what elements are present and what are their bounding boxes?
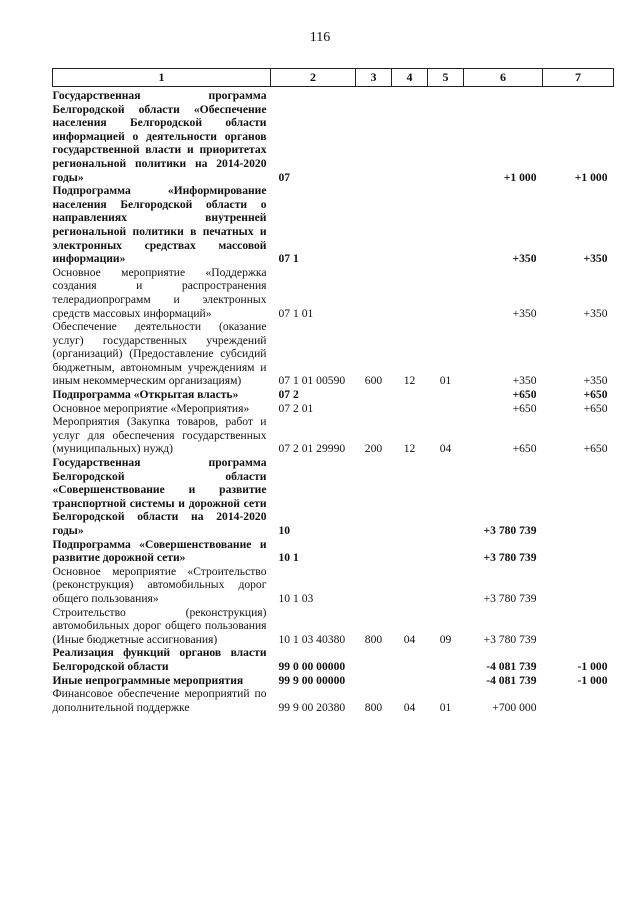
row-col-3: 800 — [364, 700, 383, 714]
table-row — [53, 565, 614, 606]
table-row — [53, 674, 614, 688]
row-col-4 — [392, 388, 428, 402]
row-col-5: 09 — [439, 632, 452, 646]
row-col-3: 200 — [364, 442, 383, 456]
row-col-3 — [356, 565, 392, 606]
row-col-4 — [392, 565, 428, 606]
table-row — [53, 687, 614, 714]
header-col-5: 5 — [428, 69, 464, 87]
header-col-6: 6 — [464, 69, 543, 87]
budget-table — [52, 68, 614, 714]
row-col-3: 600 — [364, 374, 383, 388]
row-amount-6: +3 780 739 — [483, 591, 537, 605]
table-row — [53, 606, 614, 647]
table-row — [53, 456, 614, 538]
row-col-4 — [392, 646, 428, 673]
row-amount-7: +650 — [583, 401, 608, 415]
table-row — [53, 415, 614, 456]
row-col-3 — [356, 184, 392, 266]
row-amount-6: -4 081 739 — [486, 673, 537, 687]
row-col-3: 800 — [364, 632, 383, 646]
row-amount-7 — [543, 565, 614, 606]
header-col-3: 3 — [356, 69, 392, 87]
row-col-5: 01 — [439, 700, 452, 714]
row-col-4 — [392, 456, 428, 538]
row-amount-7 — [543, 687, 614, 714]
row-col-4 — [392, 402, 428, 416]
table-row — [53, 402, 614, 416]
table-row — [53, 646, 614, 673]
table-header — [53, 69, 614, 87]
row-code: 07 1 01 — [278, 306, 314, 320]
row-code: 07 — [278, 170, 291, 184]
row-col-3 — [356, 456, 392, 538]
header-col-1: 1 — [53, 69, 271, 87]
row-amount-6: +350 — [512, 306, 537, 320]
row-amount-6: +3 780 739 — [483, 524, 537, 537]
row-code: 07 1 — [278, 252, 299, 266]
table-row — [53, 89, 614, 184]
row-amount-6: +650 — [512, 401, 537, 415]
row-amount-6: +700 000 — [492, 700, 537, 714]
row-col-4 — [392, 184, 428, 266]
row-amount-6: +650 — [512, 388, 537, 402]
row-code: 10 1 — [278, 551, 299, 565]
row-col-5 — [428, 456, 464, 538]
row-col-3 — [356, 89, 392, 184]
row-amount-7: +650 — [583, 388, 608, 402]
row-col-4: 04 — [403, 632, 416, 646]
row-col-4: 04 — [403, 700, 416, 714]
row-code: 10 — [278, 524, 291, 537]
header-col-4: 4 — [392, 69, 428, 87]
row-col-3 — [356, 388, 392, 402]
table-row — [53, 388, 614, 402]
row-code: 07 2 01 — [278, 401, 314, 415]
row-code: 07 2 01 29990 — [278, 442, 346, 456]
row-col-5 — [428, 646, 464, 673]
row-code: 99 0 00 00000 — [278, 659, 346, 673]
row-col-3 — [356, 538, 392, 565]
row-name: Подпрограмма «Совершенствование и развитие дорожной сети» — [52, 537, 267, 565]
row-amount-7: +1 000 — [574, 170, 608, 184]
row-col-5 — [428, 184, 464, 266]
row-name: Строительство (реконструкция) автомобильных дорог общего пользования (Иные бюджетные ассигнования) — [52, 605, 267, 646]
row-name: Финансовое обеспечение мероприятий по дополнительной поддержке — [52, 687, 267, 714]
row-amount-6: +350 — [512, 252, 537, 266]
row-col-5: 04 — [439, 442, 452, 456]
row-name: Реализация функций органов власти Белгородской области — [52, 646, 267, 673]
table-row — [53, 538, 614, 565]
row-amount-7: +350 — [583, 252, 608, 266]
row-name: Основное мероприятие «Мероприятия» — [52, 401, 250, 415]
row-name: Подпрограмма «Открытая власть» — [52, 388, 239, 402]
row-amount-7: -1 000 — [577, 673, 608, 687]
row-amount-7 — [543, 606, 614, 647]
row-col-3 — [356, 266, 392, 320]
row-col-3 — [356, 646, 392, 673]
row-name: Иные непрограммные мероприятия — [52, 673, 244, 687]
row-amount-7: +350 — [583, 374, 608, 388]
row-col-5 — [428, 388, 464, 402]
header-col-7: 7 — [543, 69, 614, 87]
row-col-5 — [428, 674, 464, 688]
row-amount-6: +1 000 — [503, 170, 537, 184]
row-name: Обеспечение деятельности (оказание услуг) государственных учреждений (организаций) (Предоставление субсидий бюджетным, автономным учреждениям и иным некоммерческим организациям) — [52, 320, 267, 388]
row-col-5 — [428, 565, 464, 606]
row-amount-6: +3 780 739 — [483, 632, 537, 646]
row-col-4 — [392, 89, 428, 184]
table-body — [53, 87, 614, 715]
row-code: 99 9 00 20380 — [278, 700, 346, 714]
row-name: Основное мероприятие «Строительство (реконструкция) автомобильных дорог общего пользования» — [52, 564, 267, 605]
row-amount-7 — [543, 538, 614, 565]
row-amount-7: +650 — [583, 442, 608, 456]
row-col-5: 01 — [439, 374, 452, 388]
row-name: Основное мероприятие «Поддержка создания и распространения телерадиопрограмм и электронных средств массовых информаций» — [52, 265, 267, 320]
row-amount-7: -1 000 — [577, 659, 608, 673]
row-amount-7: +350 — [583, 306, 608, 320]
row-amount-6: +3 780 739 — [483, 551, 537, 565]
row-col-4: 12 — [403, 442, 416, 456]
row-col-4 — [392, 266, 428, 320]
row-col-4 — [392, 538, 428, 565]
row-col-4: 12 — [403, 374, 416, 388]
row-code: 99 9 00 00000 — [278, 673, 346, 687]
row-amount-6: +350 — [512, 374, 537, 388]
row-col-5 — [428, 538, 464, 565]
row-code: 10 1 03 — [278, 591, 314, 605]
row-amount-6: -4 081 739 — [486, 659, 537, 673]
table-row — [53, 266, 614, 320]
row-amount-7 — [543, 456, 614, 538]
row-amount-6: +650 — [512, 442, 537, 456]
row-col-4 — [392, 674, 428, 688]
row-col-5 — [428, 266, 464, 320]
row-col-3 — [356, 674, 392, 688]
row-col-5 — [428, 89, 464, 184]
row-name: Подпрограмма «Информирование населения Белгородской области о направлениях внутренней региональной политики в печатных и электронных средствах массовой информации» — [52, 184, 267, 266]
row-name: Мероприятия (Закупка товаров, работ и услуг для обеспечения государственных (муниципальных) нужд) — [52, 415, 267, 456]
row-code: 07 2 — [278, 388, 299, 402]
table-row — [53, 184, 614, 266]
row-col-5 — [428, 402, 464, 416]
row-code: 07 1 01 00590 — [278, 374, 346, 388]
header-col-2: 2 — [271, 69, 356, 87]
row-code: 10 1 03 40380 — [278, 632, 346, 646]
row-col-3 — [356, 402, 392, 416]
row-name: Государственная программа Белгородской области «Совершенствование и развитие транспортной системы и дорожной сети Белгородской области на 2014-2020 годы» — [52, 456, 267, 537]
table-row — [53, 320, 614, 388]
page-number: 116 — [309, 30, 331, 45]
row-name: Государственная программа Белгородской области «Обеспечение населения Белгородской области информацией о деятельности органов государственной власти и приоритетах региональной политики на 2014-2020 годы» — [52, 89, 267, 184]
